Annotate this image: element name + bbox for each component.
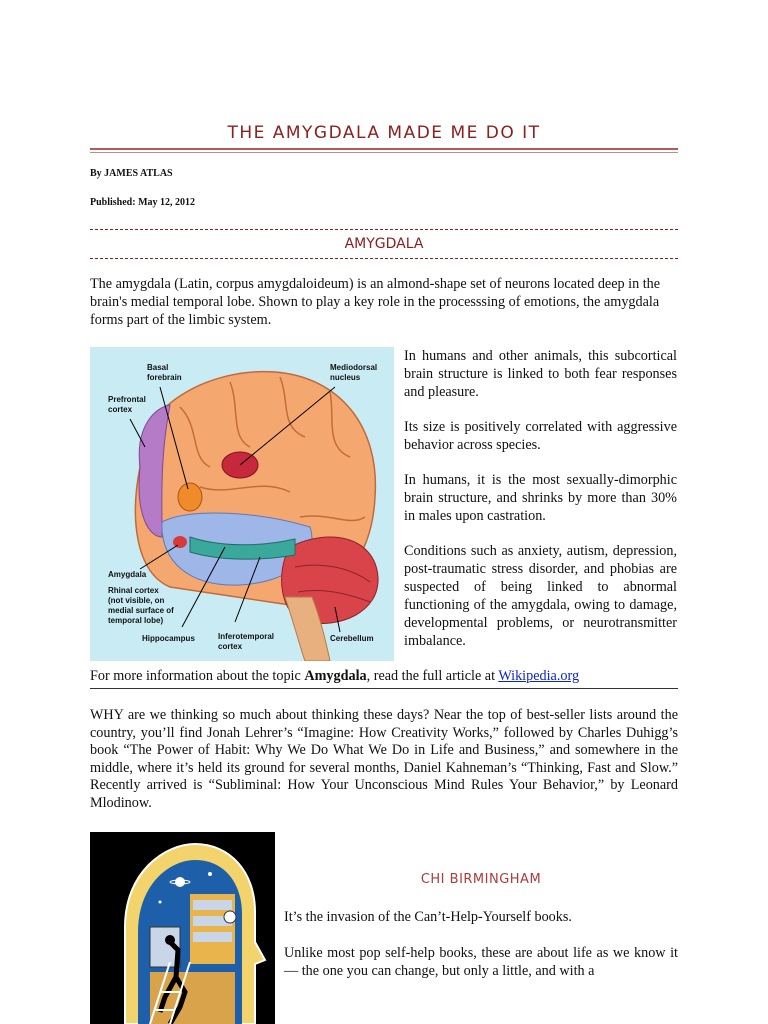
article-title: THE AMYGDALA MADE ME DO IT [227,123,541,143]
title-rule-thin [90,152,678,153]
label-amygdala: Amygdala [108,570,147,579]
fact-paragraph: Conditions such as anxiety, autism, depression, post-traumatic stress disorder, and phobias are suspected of being linked to abnormal functioning of the amygdala, owing to damage, developmental problems, or neurotransmitter imbalance. [404,543,677,649]
byline: By JAMES ATLAS [90,168,173,179]
section-heading: AMYGDALA [344,236,424,252]
amygdala-facts [404,347,677,667]
illustration-credit: CHI BIRMINGHAM [420,872,542,887]
fact-paragraph: In humans and other animals, this subcortical brain structure is linked to both fear responses and pleasure. [404,348,677,400]
fact-paragraph: In humans, it is the most sexually-dimorphic brain structure, and shrinks by more than 30% in males upon castration. [404,472,677,524]
label-basal: Basal [147,363,169,372]
label-inferotemporal-cortex: cortex [218,642,243,651]
label-forebrain: forebrain [147,373,182,382]
body-paragraph: It’s the invasion of the Can’t-Help-Yourself books. [284,909,572,925]
body-paragraph: WHY are we thinking so much about thinking these days? Near the top of best-seller lists around the country, you’ll find Jonah Lehrer’s “Imagine: How Creativity Works,” followed by Charles Duhigg’s book “The Power of Habit: Why We Do What We Do in Life and Business,” and somewhere in the middle, where it’s held its ground for several months, Daniel Kahneman’s “Thinking, Fast and Slow.” Recently arrived is “Subliminal: How Your Unconscious Mind Rules Your Behavior,” by Leonard Mlodinow. [90,707,678,811]
intro-paragraph: The amygdala (Latin, corpus amygdaloideum) is an almond-shape set of neurons located deep in the brain's medial temporal lobe. Shown to play a key role in the processsing of emotions, the amygdala forms part of the limbic system. [90,276,661,328]
head-illustration [90,832,275,1024]
label-rhinal-3: medial surface of [108,606,174,615]
body-paragraph: Unlike most pop self-help books, these are about life as we know it — the one you can change, but only a little, and with a [284,945,678,979]
label-mediodorsal: Mediodorsal [330,363,378,372]
more-info-prefix: For more information about the topic [90,668,305,684]
label-rhinal-2: (not visible, on [108,596,165,605]
label-nucleus: nucleus [330,373,361,382]
title-rule [90,148,678,150]
label-cortex: cortex [108,405,133,414]
published-date: Published: May 12, 2012 [90,197,196,208]
body-continuation [284,908,678,998]
section-divider-bottom [90,258,678,259]
brain-diagram [90,347,394,661]
more-info-middle: , read the full article at [366,668,499,684]
fact-paragraph: Its size is positively correlated with aggressive behavior across species. [404,419,677,453]
label-cerebellum: Cerebellum [330,634,374,643]
label-prefrontal: Prefrontal [108,395,146,404]
more-info-topic: Amygdala [304,668,367,684]
label-hippocampus: Hippocampus [142,634,195,643]
label-rhinal-4: temporal lobe) [108,616,164,625]
section-divider-top [90,229,678,230]
section-end-rule [90,688,678,689]
label-rhinal: Rhinal cortex [108,586,159,595]
more-info-line [90,668,678,685]
label-inferotemporal: Inferotemporal [218,632,275,641]
wikipedia-link[interactable]: Wikipedia.org [498,668,580,684]
